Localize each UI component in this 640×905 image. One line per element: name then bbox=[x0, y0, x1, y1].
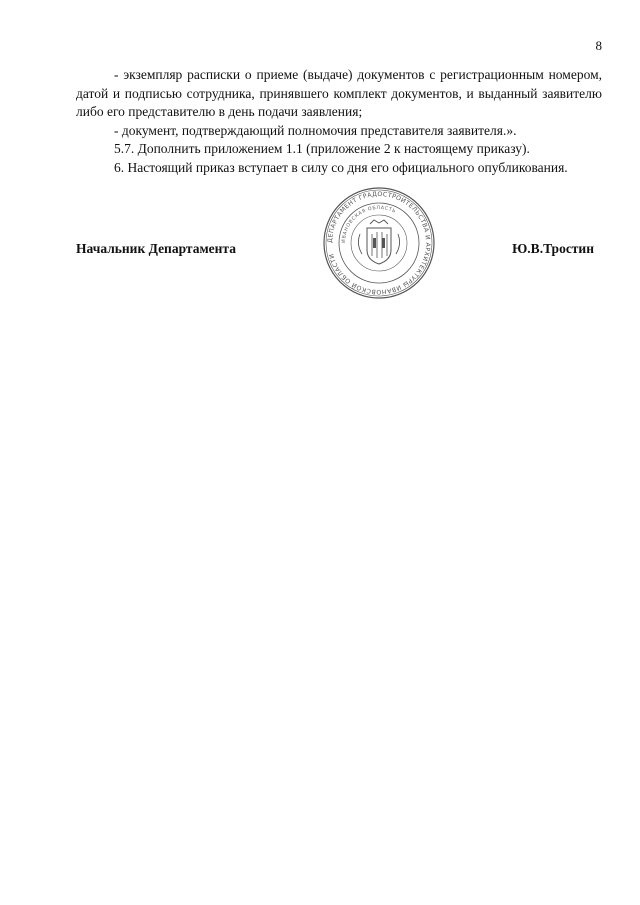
svg-text:ИВАНОВСКАЯ ОБЛАСТЬ bbox=[341, 205, 397, 243]
paragraph-item-6: 6. Настоящий приказ вступает в силу со дня его официального опубликования. bbox=[114, 159, 568, 175]
seal-outer-text: ДЕПАРТАМЕНТ ГРАДОСТРОИТЕЛЬСТВА И АРХИТЕКТУРЫ ИВАНОВСКОЙ ОБЛАСТИ bbox=[326, 190, 432, 296]
paragraph-receipt-copy: - экземпляр расписки о приеме (выдаче) документов с регистрационным номером, датой и подписью сотрудника, принявшего комплект документов, и выданный заявителю либо его представителю в день подачи заявления; bbox=[76, 67, 602, 119]
seal-inner-text: ИВАНОВСКАЯ ОБЛАСТЬ bbox=[341, 205, 397, 244]
document-body bbox=[76, 66, 602, 177]
official-seal-icon bbox=[322, 186, 436, 300]
coat-of-arms-icon bbox=[358, 220, 399, 264]
signatory-name: Ю.В.Тростин bbox=[512, 241, 594, 256]
page-number: 8 bbox=[595, 38, 602, 53]
paragraph-authority-document: - документ, подтверждающий полномочия представителя заявителя.». bbox=[114, 122, 517, 138]
paragraph-item-5-7: 5.7. Дополнить приложением 1.1 (приложение 2 к настоящему приказу). bbox=[114, 141, 530, 156]
signatory-title: Начальник Департамента bbox=[76, 241, 236, 256]
